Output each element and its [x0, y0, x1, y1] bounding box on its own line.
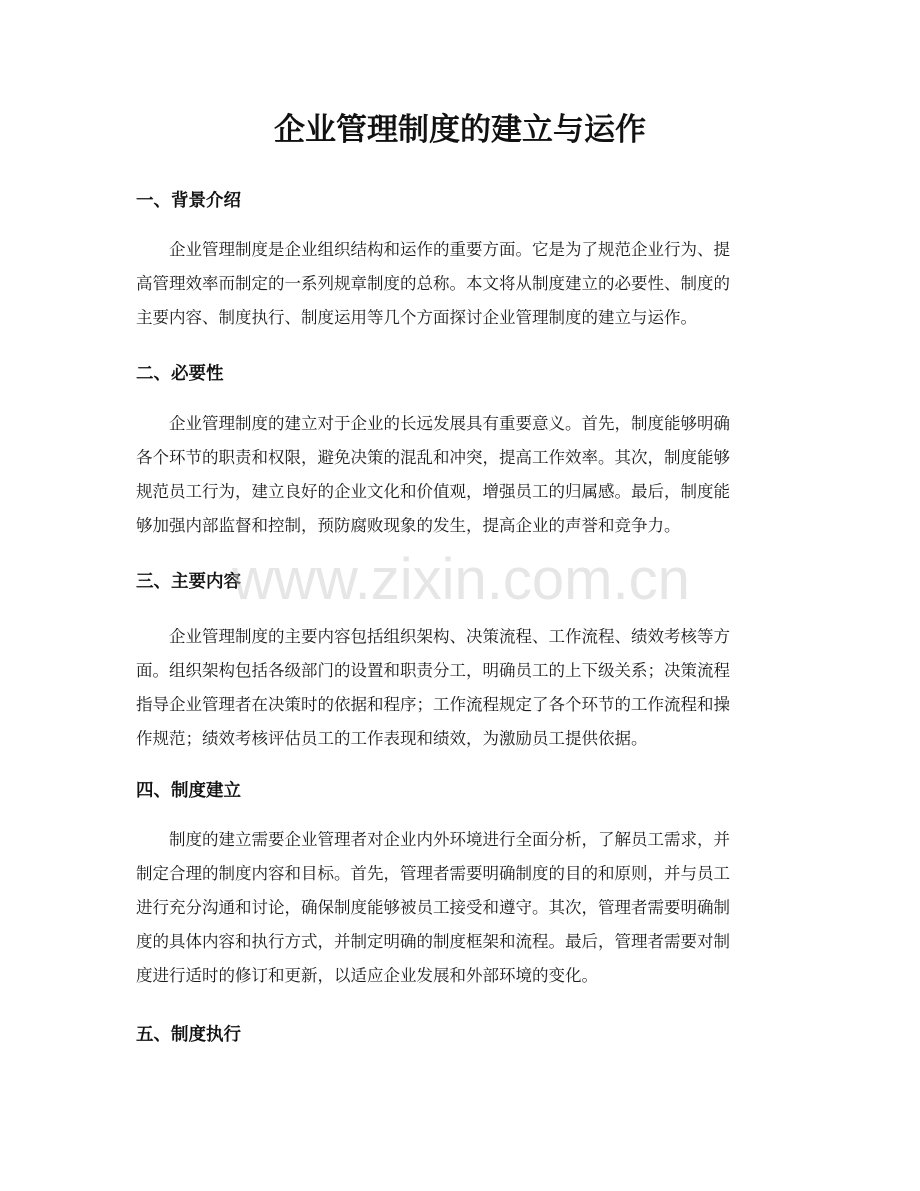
paragraph-line: 面。组织架构包括各级部门的设置和职责分工，明确员工的上下级关系；决策流程 — [136, 661, 730, 680]
section-heading-establishment: 四、制度建立 — [136, 781, 241, 801]
section-heading-main-content: 三、主要内容 — [136, 572, 241, 592]
section-heading-background: 一、背景介绍 — [136, 191, 241, 211]
paragraph-line: 规范员工行为，建立良好的企业文化和价值观，增强员工的归属感。最后，制度能 — [136, 482, 730, 501]
watermark: www.zixin.com.cn — [232, 547, 690, 612]
paragraph-line: 制度的建立需要企业管理者对企业内外环境进行全面分析，了解员工需求，并 — [169, 830, 730, 849]
paragraph-line: 作规范；绩效考核评估员工的工作表现和绩效，为激励员工提供依据。 — [136, 729, 648, 748]
paragraph-main-content — [136, 620, 786, 756]
section-heading-necessity: 二、必要性 — [136, 364, 224, 384]
paragraph-line: 度进行适时的修订和更新，以适应企业发展和外部环境的变化。 — [136, 966, 598, 985]
paragraph-establishment — [136, 823, 786, 993]
paragraph-line: 够加强内部监督和控制，预防腐败现象的发生，提高企业的声誉和竞争力。 — [136, 516, 681, 535]
paragraph-line: 企业管理制度是企业组织结构和运作的重要方面。它是为了规范企业行为、提 — [169, 240, 730, 259]
paragraph-line: 指导企业管理者在决策时的依据和程序；工作流程规定了各个环节的工作流程和操 — [136, 695, 730, 714]
paragraph-line: 度的具体内容和执行方式，并制定明确的制度框架和流程。最后，管理者需要对制 — [136, 932, 730, 951]
section-heading-execution: 五、制度执行 — [136, 1025, 241, 1045]
paragraph-line: 制定合理的制度内容和目标。首先，管理者需要明确制度的目的和原则，并与员工 — [136, 864, 730, 883]
paragraph-line: 主要内容、制度执行、制度运用等几个方面探讨企业管理制度的建立与运作。 — [136, 308, 697, 327]
paragraph-line: 企业管理制度的主要内容包括组织架构、决策流程、工作流程、绩效考核等方 — [169, 627, 730, 646]
paragraph-line: 各个环节的职责和权限，避免决策的混乱和冲突，提高工作效率。其次，制度能够 — [136, 448, 730, 467]
paragraph-line: 高管理效率而制定的一系列规章制度的总称。本文将从制度建立的必要性、制度的 — [136, 274, 730, 293]
paragraph-line: 进行充分沟通和讨论，确保制度能够被员工接受和遵守。其次，管理者需要明确制 — [136, 898, 730, 917]
paragraph-necessity — [136, 407, 786, 543]
document-title: 企业管理制度的建立与运作 — [274, 112, 646, 148]
paragraph-line: 企业管理制度的建立对于企业的长远发展具有重要意义。首先，制度能够明确 — [169, 414, 730, 433]
paragraph-background — [136, 233, 786, 335]
